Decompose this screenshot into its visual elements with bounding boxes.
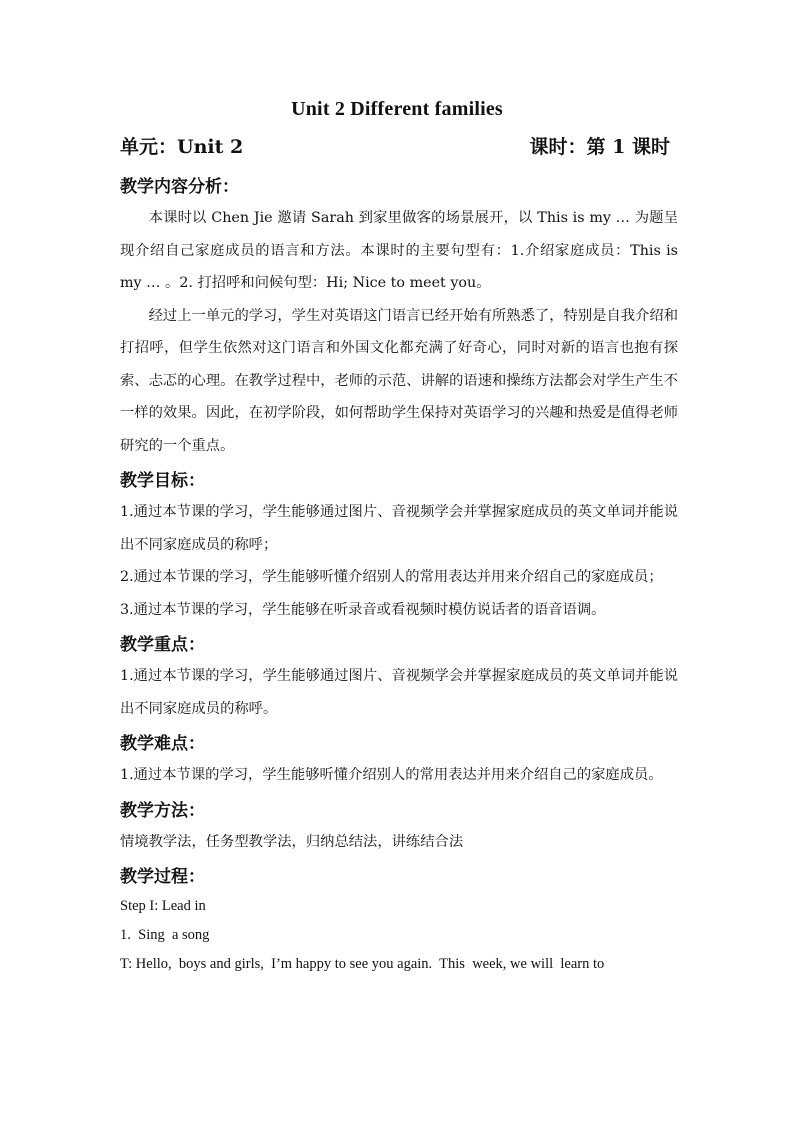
section-heading: 教学难点： bbox=[120, 734, 205, 754]
section-heading: 教学目标： bbox=[120, 471, 205, 491]
list-item: 1.通过本节课的学习，学生能够听懂介绍别人的常用表达并用来介绍自己的家庭成员。 bbox=[120, 767, 663, 783]
section-content-analysis bbox=[120, 172, 678, 462]
process-line: T: Hello, boys and girls, I’m happy to see you again. This week, we will learn to bbox=[120, 956, 605, 972]
section-process bbox=[120, 862, 678, 979]
section-heading: 教学内容分析： bbox=[120, 177, 239, 197]
list-item: 1.通过本节课的学习，学生能够通过图片、音视频学会并掌握家庭成员的英文单词并能说出不同家庭成员的称呼； bbox=[120, 504, 678, 553]
section-methods bbox=[120, 796, 678, 859]
section-key-points bbox=[120, 630, 678, 725]
paragraph: 本课时以 Chen Jie 邀请 Sarah 到家里做客的场景展开，以 This is my … 为题呈现介绍自己家庭成员的语言和方法。本课时的主要句型有：1.介绍家庭成员：This is my … 。2. 打招呼和问候句型：Hi; Nice to meet you。 bbox=[120, 210, 678, 291]
process-line: 1. Sing a song bbox=[120, 927, 210, 943]
meta-row bbox=[120, 132, 670, 162]
section-objectives bbox=[120, 466, 678, 626]
paragraph: 经过上一单元的学习，学生对英语这门语言已经开始有所熟悉了，特别是自我介绍和打招呼，但学生依然对这门语言和外国文化都充满了好奇心，同时对新的语言也抱有探索、忐忑的心理。在教学过程中，老师的示范、讲解的语速和操练方法都会对学生产生不一样的效果。因此，在初学阶段，如何帮助学生保持对英语学习的兴趣和热爱是值得老师研究的一个重点。 bbox=[120, 307, 678, 454]
list-item: 3.通过本节课的学习，学生能够在听录音或看视频时模仿说话者的语音语调。 bbox=[120, 601, 606, 618]
list-item: 2.通过本节课的学习，学生能够听懂介绍别人的常用表达并用来介绍自己的家庭成员； bbox=[120, 569, 663, 585]
section-heading: 教学过程： bbox=[120, 867, 205, 887]
unit-label: 单元：Unit 2 bbox=[120, 136, 244, 158]
section-difficulties bbox=[120, 729, 678, 792]
lesson-label: 课时：第 1 课时 bbox=[529, 136, 670, 158]
process-line: Step I: Lead in bbox=[120, 898, 206, 914]
methods-text: 情境教学法，任务型教学法，归纳总结法，讲练结合法 bbox=[120, 833, 464, 850]
document-title: Unit 2 Different families bbox=[291, 98, 503, 120]
section-heading: 教学方法： bbox=[120, 800, 205, 821]
list-item: 1.通过本节课的学习，学生能够通过图片、音视频学会并掌握家庭成员的英文单词并能说出不同家庭成员的称呼。 bbox=[120, 668, 678, 717]
document-body bbox=[120, 172, 678, 983]
section-heading: 教学重点： bbox=[120, 635, 205, 655]
